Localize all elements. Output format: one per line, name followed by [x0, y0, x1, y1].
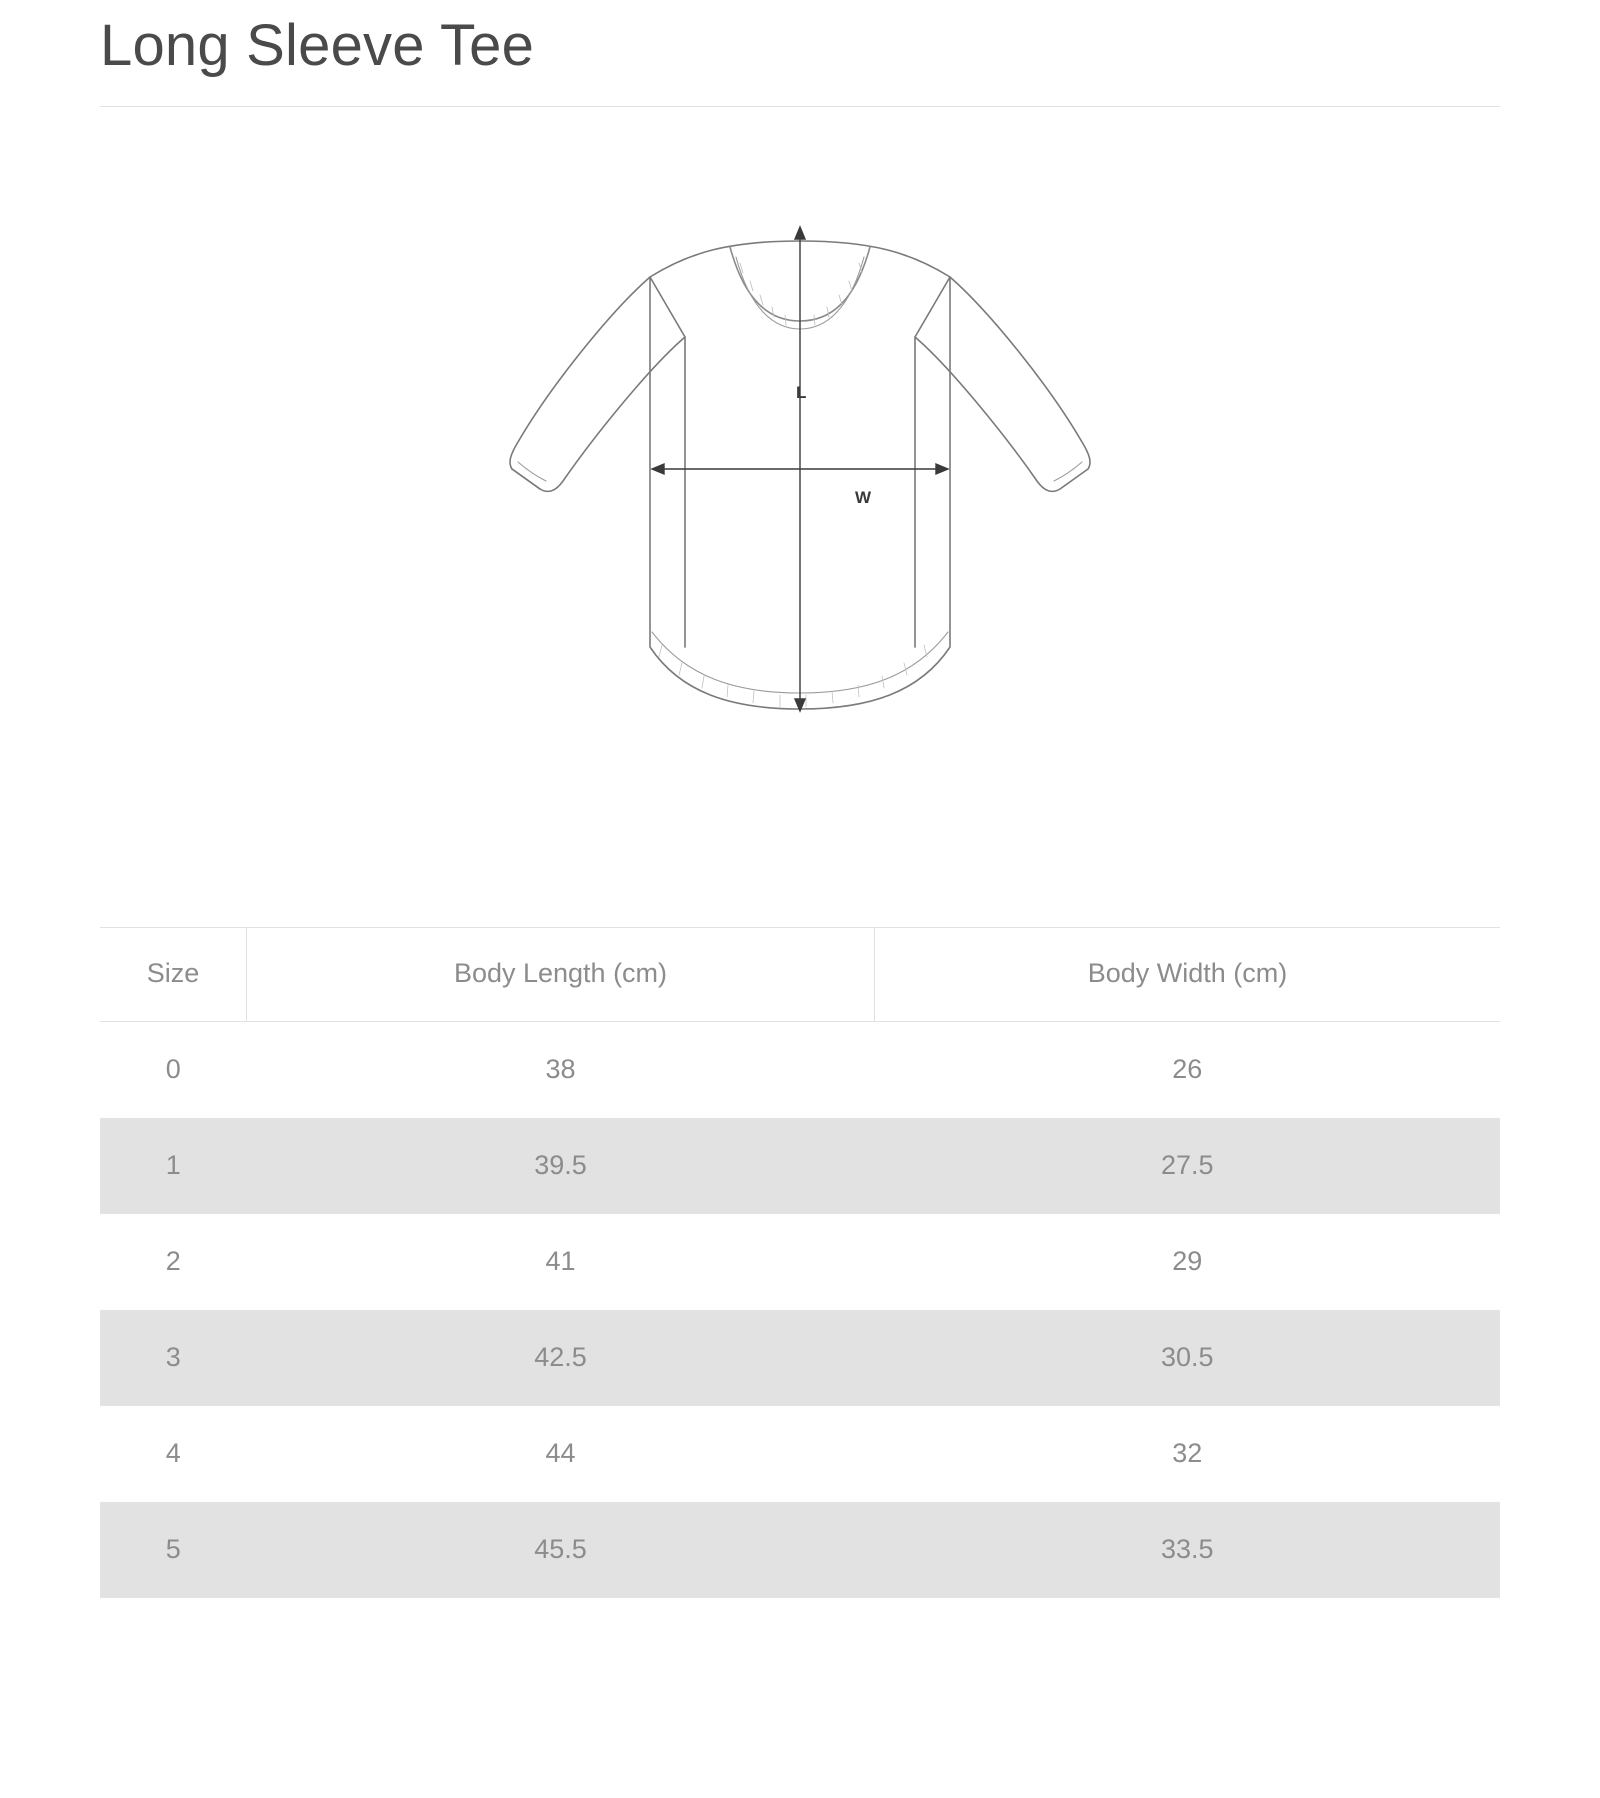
cell-body-width: 29 [1172, 1245, 1203, 1276]
page-header [100, 0, 1500, 107]
cell-body-length: 39.5 [247, 1118, 875, 1214]
cell-body-width: 26 [1172, 1053, 1203, 1084]
table-row [100, 1310, 1500, 1406]
cell-body-length: 42.5 [247, 1310, 875, 1406]
cell-body-length: 41 [545, 1245, 576, 1276]
cell-body-length: 45.5 [247, 1502, 875, 1598]
width-label: W [855, 487, 872, 507]
cell-size: 0 [165, 1053, 181, 1084]
column-header-body-width: Body Width (cm) [875, 927, 1501, 1021]
cell-body-length: 38 [545, 1053, 576, 1084]
table-row [100, 1214, 1500, 1310]
garment-diagram [0, 107, 1600, 927]
size-chart-table [100, 927, 1500, 1598]
table-row [100, 1118, 1500, 1214]
table-row [100, 1406, 1500, 1502]
length-label: L [796, 382, 807, 402]
cell-body-length: 44 [545, 1437, 576, 1468]
long-sleeve-tee-illustration [400, 217, 1200, 817]
cell-size: 4 [165, 1437, 181, 1468]
cell-body-width: 33.5 [875, 1502, 1501, 1598]
cell-size: 2 [165, 1245, 181, 1276]
table-body [100, 1021, 1500, 1598]
cell-size: 5 [100, 1502, 247, 1598]
cell-body-width: 27.5 [875, 1118, 1501, 1214]
cell-body-width: 32 [1172, 1437, 1203, 1468]
table-row [100, 1502, 1500, 1598]
column-header-body-length: Body Length (cm) [247, 927, 875, 1021]
cell-size: 3 [100, 1310, 247, 1406]
cell-size: 1 [100, 1118, 247, 1214]
table-row [100, 1021, 1500, 1118]
page-title: Long Sleeve Tee [100, 13, 535, 78]
column-header-size: Size [100, 927, 247, 1021]
cell-body-width: 30.5 [875, 1310, 1501, 1406]
table-header [100, 927, 1500, 1021]
table-header-row [100, 927, 1500, 1021]
